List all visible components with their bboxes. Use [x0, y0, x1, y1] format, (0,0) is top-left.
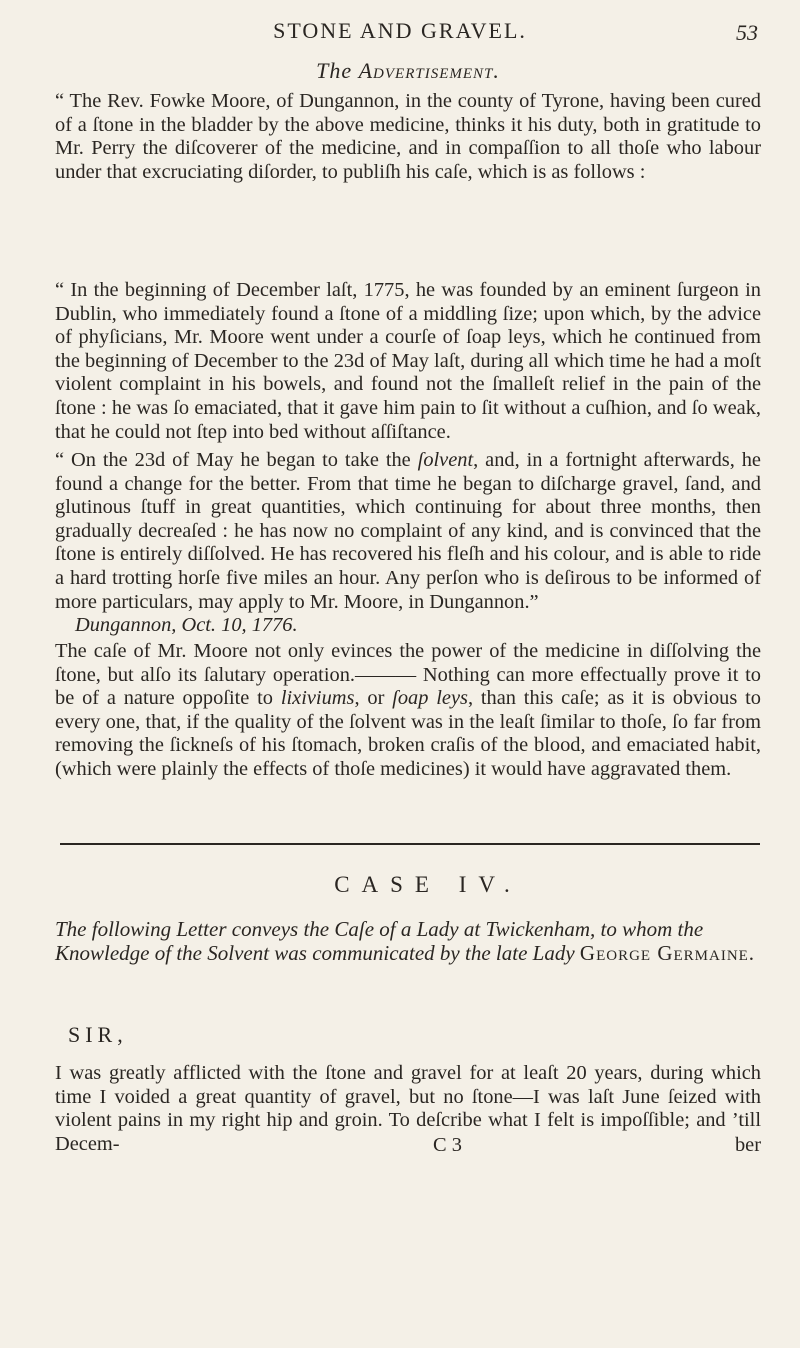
- commentary-text-3: , than this caſe; as it is obvious to every one, that, if the quality of the ſolvent was in the leaſt ſimilar to thoſe, ſo far from removing the ſickneſs of his ſtomach, broken craſis of the blood, and emaciated habit, (which were plainly the effects of thoſe medicines) it would have aggravated them.: [55, 687, 761, 780]
- catch-word: ber: [734, 1134, 761, 1156]
- paragraph-may-text-2: , and, in a fortnight afterwards, he found a change for the better. From that time he began to diſcharge gravel, ſand, and glutinous ſtuff in great quantities, which continuing for about three months, then gradually decreaſed : he has now no complaint of any kind, and is convinced that the ſtone is entirely diſſolved. He has recovered his fleſh and his colour, and is able to ride a hard trotting horſe five miles an hour. Any perſon who is deſirous to be informed of more particulars, may apply to Mr. Moore, in Dungannon.”: [55, 449, 761, 613]
- dateline: Dungannon, Oct. 10, 1776.: [75, 614, 298, 637]
- paragraph-intro: “ The Rev. Fowke Moore, of Dungannon, in the county of Tyrone, having been cured of a ſtone in the bladder by the above medicine, thinks it his duty, both in gratitude to Mr. Perry the diſcoverer of the medicine, and in compaſſion to all thoſe who labour under that excruciating diſorder, to publiſh his caſe, which is as follows :: [55, 90, 761, 183]
- case-intro: [55, 917, 761, 965]
- paragraph-may-italic: ſolvent: [417, 449, 474, 471]
- paragraph-may: [55, 449, 761, 638]
- commentary-text-2: , or: [354, 687, 393, 710]
- section-heading-main: Advertisement.: [358, 58, 500, 83]
- letter-salutation: SIR,: [68, 1022, 128, 1047]
- case-intro-text: The following Letter conveys the Caſe of a Lady at Twickenham, to whom the Knowledge of the Solvent was communicated by the late Lady: [55, 917, 704, 965]
- case-title: CASE IV.: [334, 872, 522, 897]
- paragraph-december: “ In the beginning of December laſt, 1775, he was founded by an eminent ſurgeon in Dublin, who immediately found a ſtone of a middling ſize; upon which, by the advice of phyſicians, Mr. Moore went under a courſe of ſoap leys, which he continued from the beginning of December to the 23d of May laſt, during all which time he had a moſt violent complaint in his bowels, and found not the ſmalleſt relief in the pain of the ſtone : he was ſo emaciated, that it gave him pain to ſit without a cuſhion, and ſo weak, that he could not ſtep into bed without aſſiſtance.: [55, 279, 761, 443]
- section-heading: [55, 58, 761, 84]
- running-title: STONE AND GRAVEL.: [273, 18, 527, 43]
- case-intro-name: George Germaine.: [579, 941, 756, 965]
- page-number: 53: [736, 20, 758, 45]
- letter-body: I was greatly afflicted with the ſtone and gravel for at leaſt 20 years, during which time I voided a great quantity of gravel, but no ſtone—I was laſt June ſeized with violent pains in my right hip and groin. To deſcribe what I felt is impoſſible; and ’till Decem-: [55, 1062, 761, 1155]
- commentary-text-1: The caſe of Mr. Moore not only evinces the power of the medicine in diſſolving the ſtone, but alſo its ſalutary operation.——— Nothing can more effectually prove it to be of a nature oppoſite to: [55, 640, 761, 710]
- horizontal-rule: [60, 843, 760, 845]
- commentary-italic-2: ſoap leys: [392, 687, 468, 710]
- commentary-italic-1: lixiviums: [280, 687, 355, 710]
- paragraph-commentary: [55, 640, 761, 782]
- paragraph-may-text-1: “ On the 23d of May he began to take the: [55, 449, 418, 471]
- signature-mark: C 3: [433, 1134, 462, 1156]
- section-heading-prefix: The: [316, 58, 353, 83]
